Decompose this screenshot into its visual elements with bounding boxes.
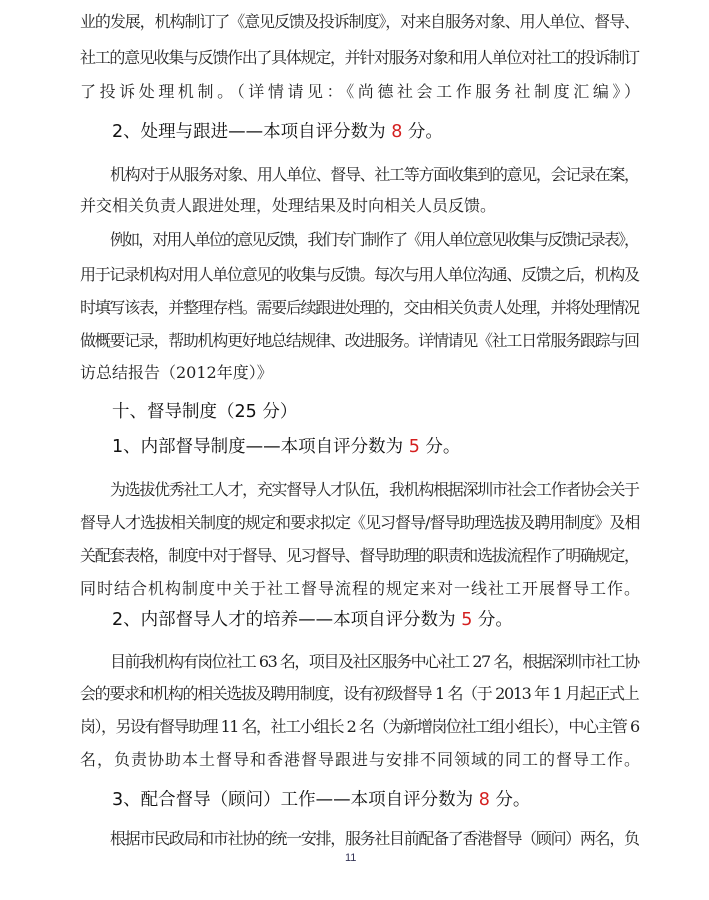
section-heading: 十、督导制度（25 分） [112, 402, 298, 422]
heading-text: 1、内部督导制度——本项自评分数为 [112, 437, 409, 457]
subsection-heading [112, 609, 513, 631]
body-line: 督导人才选拔相关制度的规定和要求拟定《见习督导/督导助理选拔及聘用制度》及相 [80, 513, 640, 532]
score-value: 5 [408, 437, 420, 457]
score-value: 8 [478, 790, 490, 810]
body-line: 做概要记录，帮助机构更好地总结规律、改进服务。详情请见《社工日常服务跟踪与回 [80, 331, 639, 350]
heading-suffix: 分。 [489, 790, 531, 810]
body-line: 例如，对用人单位的意见反馈，我们专门制作了《用人单位意见收集与反馈记录表》， [110, 230, 639, 249]
body-line: 时填写该表，并整理存档。需要后续跟进处理的，交由相关负责人处理，并将处理情况 [80, 298, 639, 317]
body-line: 用于记录机构对用人单位意见的收集与反馈。每次与用人单位沟通、反馈之后，机构及 [80, 265, 639, 284]
body-line: 同时结合机构制度中关于社工督导流程的规定来对一线社工开展督导工作。 [80, 579, 642, 598]
heading-suffix: 分。 [472, 610, 513, 630]
body-line: 社工的意见收集与反馈作出了具体规定，并针对服务对象和用人单位对社工的投诉制订 [80, 48, 639, 67]
body-line: 名，负责协助本土督导和香港督导跟进与安排不同领域的同工的督导工作。 [80, 750, 642, 769]
subsection-heading [112, 121, 443, 143]
score-value: 5 [461, 610, 473, 630]
score-value: 8 [391, 122, 403, 142]
body-line: 目前我机构有岗位社工 63 名，项目及社区服务中心社工 27 名，根据深圳市社工协 [110, 652, 639, 671]
heading-text: 3、配合督导（顾问）工作——本项自评分数为 [112, 790, 479, 810]
heading-text: 2、内部督导人才的培养——本项自评分数为 [112, 610, 462, 630]
body-line: 并交相关负责人跟进处理，处理结果及时向相关人员反馈。 [80, 196, 497, 215]
body-line: 岗），另设有督导助理 11 名，社工小组长 2 名（为新增岗位社工组小组长），中心主管 6 [80, 717, 639, 736]
body-line: 访总结报告（2012年度）》 [80, 363, 273, 382]
body-line: 关配套表格，制度中对于督导、见习督导、督导助理的职责和选拔流程作了明确规定， [80, 546, 639, 565]
body-line: 机构对于从服务对象、用人单位、督导、社工等方面收集到的意见，会记录在案， [110, 165, 639, 184]
body-line: 业的发展，机构制订了《意见反馈及投诉制度》，对来自服务对象、用人单位、督导、 [80, 12, 639, 31]
heading-suffix: 分。 [402, 122, 443, 142]
body-line: 根据市民政局和市社协的统一安排，服务社目前配备了香港督导（顾问）两名，负 [110, 829, 639, 848]
page-number: 11 [345, 852, 357, 864]
body-line: 了投诉处理机制。（详情请见：《尚德社会工作服务社制度汇编》） [80, 82, 644, 101]
heading-text: 2、处理与跟进——本项自评分数为 [112, 122, 392, 142]
subsection-heading [112, 436, 460, 458]
heading-suffix: 分。 [419, 437, 461, 457]
body-line: 为选拔优秀社工人才，充实督导人才队伍，我机构根据深圳市社会工作者协会关于 [110, 480, 639, 499]
subsection-heading [112, 789, 530, 811]
body-line: 会的要求和机构的相关选拔及聘用制度，设有初级督导 1 名（于 2013 年 1 月起正式上 [80, 684, 639, 703]
